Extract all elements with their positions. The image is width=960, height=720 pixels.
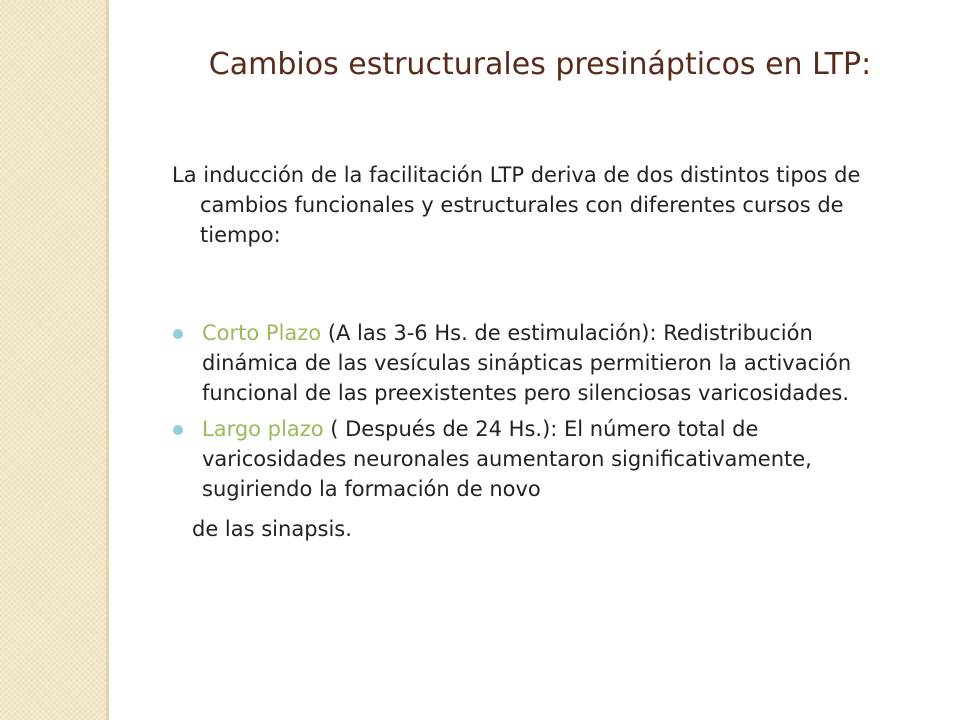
slide-title: Cambios estructurales presinápticos en LTP: [208,47,872,82]
bullet-text-long-term: ( Después de 24 Hs.): El número total de varicosidades neuronales aumentaron significativamente, sugiriendo la formación de novo [202,417,812,501]
bullet-highlight-short-term: Corto Plazo [202,321,322,345]
slide-body [172,160,902,565]
bullet-dot-icon [173,425,183,435]
intro-paragraph: La inducción de la facilitación LTP deriva de dos distintos tipos de cambios funcionales y estructurales con diferentes cursos de tiempo: [172,163,861,247]
bullet-highlight-long-term: Largo plazo [202,417,324,441]
bullet-long-term [172,414,902,504]
decorative-side-band [0,0,106,720]
bullet-short-term [172,318,902,408]
paragraph-gap [172,250,902,318]
side-band-divider [106,0,109,720]
bullet-dot-icon [173,329,183,339]
bullet-text-short-term: (A las 3-6 Hs. de estimulación): Redistribución dinámica de las vesículas sinápticas permitieron la activación funcional de las preexistentes pero silenciosas varicosidades. [202,321,852,405]
bullet-continuation: de las sinapsis. [192,517,352,541]
